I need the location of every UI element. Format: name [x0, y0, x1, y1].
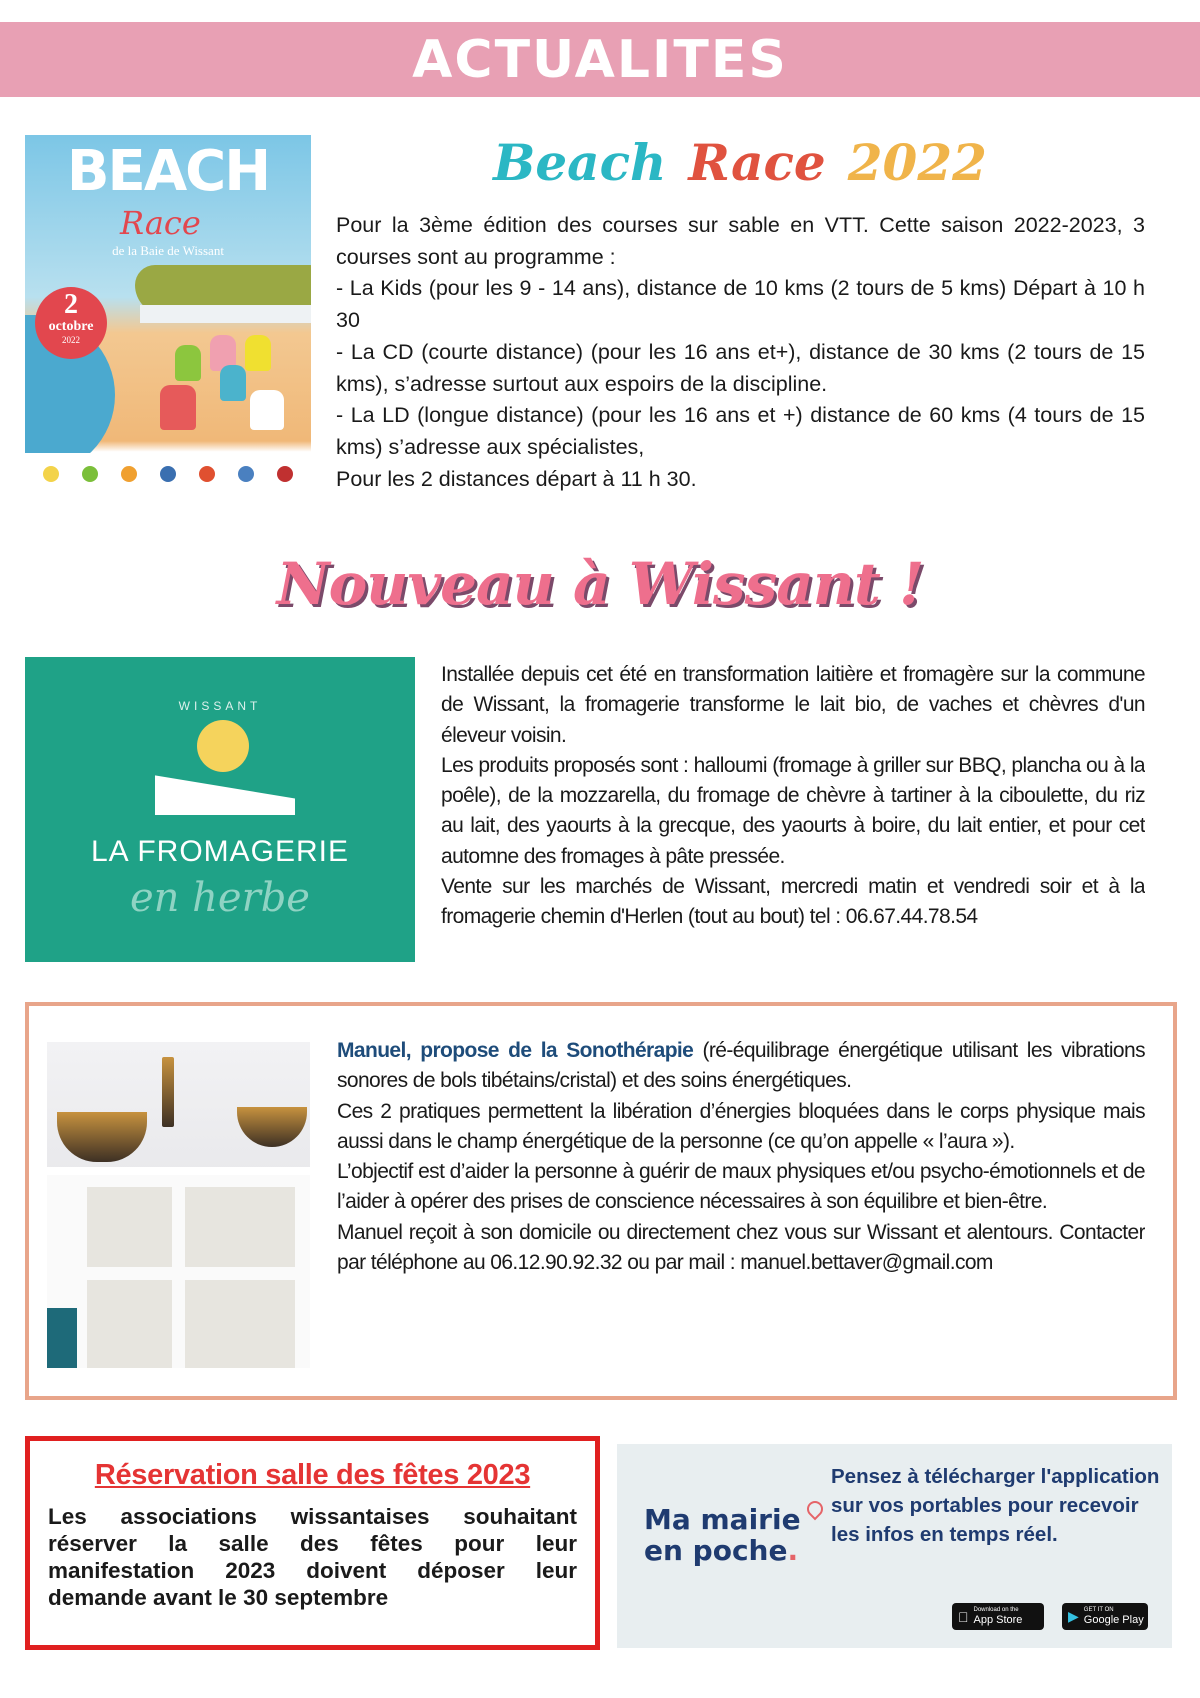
ma-mairie-box — [617, 1444, 1172, 1648]
store-big: App Store — [963, 1614, 1012, 1626]
rider-illustration — [175, 345, 201, 381]
paragraph: - La CD (courte distance) (pour les 16 ans et+), distance de 30 kms (2 tours de 15 kms), s’adresse surtout aux espoirs de la discipline. — [336, 339, 1145, 396]
paragraph — [337, 1036, 1145, 1097]
paragraph: Installée depuis cet été en transformation laitière et fromagère sur la commune de Wissant, la fromagerie transforme le lait bio, de vaches et chèvres d'un éleveur voisin. — [441, 663, 1145, 747]
cliff-illustration — [140, 305, 311, 323]
app-store-button[interactable] — [952, 1603, 1044, 1630]
intro-text: (ré-équilibrage énergétique utilisant les vibrations sonores de bols tibétains/cristal) et des soins énergétiques. — [337, 1039, 1145, 1093]
title-word: Race — [688, 133, 826, 192]
date-badge — [35, 287, 107, 359]
section-header — [0, 22, 1200, 97]
sonotherapie-highlight: Manuel, propose de la Sonothérapie — [337, 1039, 694, 1062]
google-play-button[interactable] — [1062, 1603, 1148, 1630]
header-title: ACTUALITES — [412, 29, 788, 90]
fromagerie-logo — [25, 657, 415, 962]
rider-illustration — [245, 335, 271, 371]
reservation-title: Réservation salle des fêtes 2023 — [94, 1459, 531, 1491]
rider-illustration — [220, 365, 246, 401]
rider-illustration — [160, 385, 196, 430]
fromagerie-text — [441, 660, 1145, 970]
logo-line: Ma mairie — [644, 1503, 801, 1536]
logo-line: en poche — [644, 1534, 788, 1567]
paragraph: Les produits proposés sont : halloumi (fromage à griller sur BBQ, plancha ou à la poêle), de la mozzarella, du fromage de chèvre à tartiner à la ciboulette, du riz au lait, des yaourts à la grecque, des yaourts à boire, du lait entier, et pour cet automne des fromages à pâte pressée. — [441, 753, 1145, 868]
poster-title: BEACH — [66, 139, 270, 204]
beach-race-title — [470, 125, 1010, 200]
sonotherapie-text — [337, 1036, 1145, 1386]
paragraph: L’objectif est d’aider la personne à guérir de maux physiques et/ou psycho-émotionnels et de l’aider à opérer des prises de conscience nécessaires à son équilibre et bien-être. — [337, 1160, 1145, 1214]
singing-bowls-photo — [47, 1042, 310, 1368]
apple-icon — [958, 1609, 969, 1625]
beach-race-poster — [25, 135, 311, 495]
poster-subtitle: de la Baie de Wissant — [112, 243, 224, 258]
logo-name: LA FROMAGERIE — [90, 835, 350, 868]
ma-mairie-logo — [644, 1504, 801, 1566]
logo-script: en herbe — [130, 875, 310, 921]
paragraph: Pour les 2 distances départ à 11 h 30. — [336, 466, 697, 491]
chat-pin-icon — [804, 1498, 827, 1521]
paragraph: - La LD (longue distance) (pour les 16 ans et +) distance de 60 kms (4 tours de 15 kms) s’adresse aux spécialistes, — [336, 403, 1145, 459]
beach-race-text — [336, 210, 1145, 540]
paragraph: - La Kids (pour les 9 - 14 ans), distance de 10 kms (2 tours de 5 kms) Départ à 10 h 30 — [336, 276, 1145, 333]
play-icon: ▶ — [1068, 1608, 1079, 1624]
mairie-message: Pensez à télécharger l'application sur vos portables pour recevoir les infos en temps réel. — [831, 1465, 1160, 1546]
title-word: 2022 — [847, 133, 987, 192]
paragraph: Manuel reçoit à son domicile ou directement chez vous sur Wissant et alentours. Contacter par téléphone au 06.12.90.92.32 ou par mail : manuel.bettaver@gmail.com — [337, 1220, 1145, 1275]
poster-script: Race — [120, 204, 201, 242]
reservation-box — [25, 1436, 600, 1650]
store-small: Download on the — [963, 1607, 1009, 1613]
paragraph: Ces 2 pratiques permettent la libération d’énergies bloquées dans le corps physique mais aussi dans le champ énergétique de la personne (ce qu’on appelle « l’aura »). — [337, 1099, 1145, 1153]
rider-illustration — [250, 390, 284, 430]
sun-icon — [197, 720, 249, 772]
date-year: 2022 — [62, 335, 80, 345]
logo-place: WISSANT — [178, 699, 262, 713]
sponsor-logos — [25, 453, 311, 495]
reservation-text: Les associations wissantaises souhaitant réserver la salle des fêtes pour leur manifestation 2023 doivent déposer leur demande avant le 30 septembre — [48, 1504, 577, 1610]
logo-dot: . — [787, 1534, 799, 1567]
nouveau-title: Nouveau à Wissant ! — [276, 550, 924, 618]
paragraph: Vente sur les marchés de Wissant, mercredi matin et vendredi soir et à la fromagerie chemin d'Herlen (tout au bout) tel : 06.67.44.78.54 — [441, 875, 1145, 929]
date-month: octobre — [48, 319, 94, 334]
store-big: Google Play — [1083, 1614, 1144, 1626]
store-small: GET IT ON — [1083, 1607, 1114, 1613]
title-word: Beach — [493, 133, 667, 192]
paragraph: Pour la 3ème édition des courses sur sable en VTT. Cette saison 2022-2023, 3 courses sont au programme : — [336, 213, 1145, 269]
date-day: 2 — [64, 289, 78, 320]
